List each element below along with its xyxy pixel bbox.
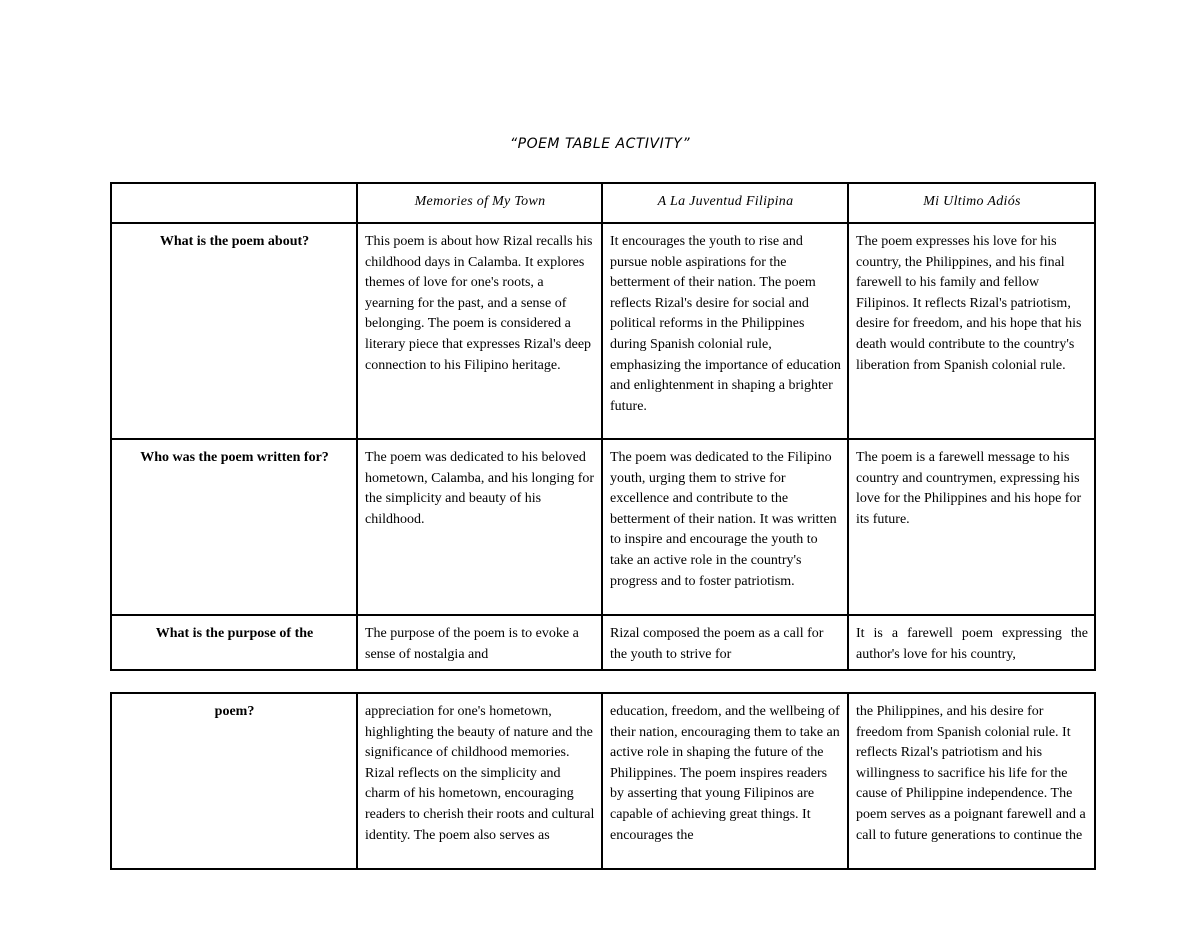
- row-question: Who was the poem written for?: [111, 439, 357, 615]
- table-cell: The poem was dedicated to the Filipino youth, urging them to strive for excellence and contribute to the betterment of their nation. It was written to inspire and encourage the youth to take an active role in the country's progress and to foster patriotism.: [602, 439, 848, 615]
- row-question: poem?: [111, 693, 357, 869]
- header-cell-memories-of-my-town: Memories of My Town: [357, 183, 602, 223]
- table-cell: The poem is a farewell message to his country and countrymen, expressing his love for the Philippines and his hope for its future.: [848, 439, 1095, 615]
- table-row: [111, 693, 1095, 869]
- table-row: [111, 439, 1095, 615]
- table-cell: This poem is about how Rizal recalls his childhood days in Calamba. It explores themes of love for one's roots, a yearning for the past, and a sense of belonging. The poem is considered a literary piece that expresses Rizal's deep connection to his Filipino heritage.: [357, 223, 602, 439]
- row-question: What is the purpose of the: [111, 615, 357, 670]
- header-cell-a-la-juventud-filipina: A La Juventud Filipina: [602, 183, 848, 223]
- row-question: What is the poem about?: [111, 223, 357, 439]
- table-cell: The purpose of the poem is to evoke a sense of nostalgia and: [357, 615, 602, 670]
- table-cell: appreciation for one's hometown, highlighting the beauty of nature and the significance of childhood memories. Rizal reflects on the simplicity and charm of his hometown, encouraging readers to cherish their roots and cultural identity. The poem also serves as: [357, 693, 602, 869]
- table-cell: The poem expresses his love for his country, the Philippines, and his final farewell to his family and fellow Filipinos. It reflects Rizal's patriotism, desire for freedom, and his hope that his death would contribute to the country's liberation from Spanish colonial rule.: [848, 223, 1095, 439]
- poem-table-continued: [110, 692, 1096, 870]
- table-cell: education, freedom, and the wellbeing of their nation, encouraging them to take an active role in shaping the future of the Philippines. The poem inspires readers by asserting that young Filipinos are capable of achieving great things. It encourages the: [602, 693, 848, 869]
- document-title: “POEM TABLE ACTIVITY”: [509, 136, 691, 152]
- table-header-row: [111, 183, 1095, 223]
- header-cell-empty: [111, 183, 357, 223]
- table-cell: It encourages the youth to rise and pursue noble aspirations for the betterment of their nation. The poem reflects Rizal's desire for social and political reforms in the Philippines during Spanish colonial rule, emphasizing the importance of education and enlightenment in shaping a brighter future.: [602, 223, 848, 439]
- table-row: [111, 223, 1095, 439]
- table-row: [111, 615, 1095, 670]
- poem-table: [110, 182, 1096, 671]
- table-cell: It is a farewell poem expressing the author's love for his country,: [848, 615, 1095, 670]
- table-cell: Rizal composed the poem as a call for the youth to strive for: [602, 615, 848, 670]
- table-cell: The poem was dedicated to his beloved hometown, Calamba, and his longing for the simplicity and beauty of his childhood.: [357, 439, 602, 615]
- header-cell-mi-ultimo-adios: Mi Ultimo Adiós: [848, 183, 1095, 223]
- table-cell: the Philippines, and his desire for freedom from Spanish colonial rule. It reflects Rizal's patriotism and his willingness to sacrifice his life for the cause of Philippine independence. The poem serves as a poignant farewell and a call to future generations to continue the: [848, 693, 1095, 869]
